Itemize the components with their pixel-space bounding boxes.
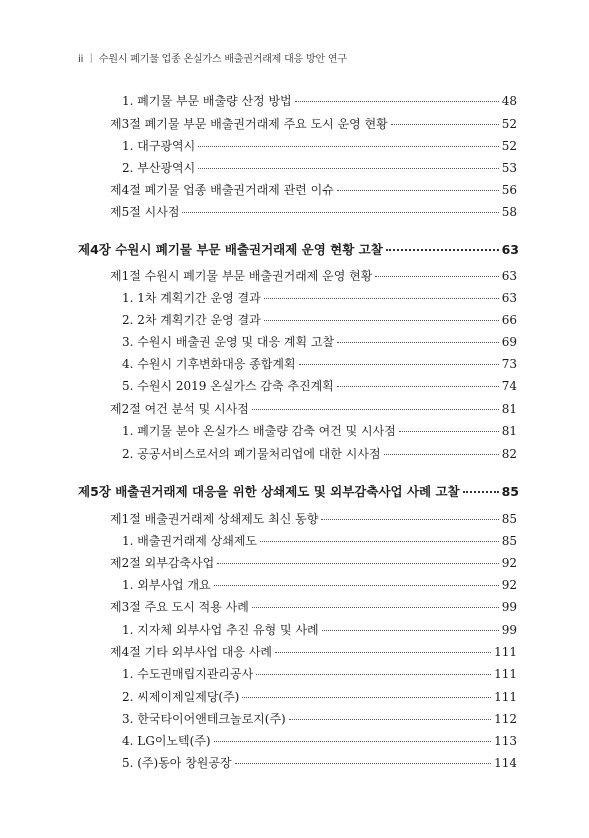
toc-page-number: 111: [494, 645, 517, 659]
toc-subsection-entry: [122, 378, 517, 394]
toc-dot-leader: [217, 563, 499, 564]
toc-section-entry: [110, 116, 517, 132]
toc-entry-title: 2. 2차 계획기간 운영 결과: [122, 313, 261, 327]
toc-entry-title: 제3절 주요 도시 적용 사례: [110, 600, 249, 614]
toc-subsection-entry: [122, 423, 517, 439]
toc-dot-leader: [375, 276, 498, 277]
toc-entry-title: 제2절 여건 분석 및 시사점: [110, 402, 249, 416]
toc-subsection-entry: [122, 755, 517, 771]
toc-page-number: 48: [501, 94, 517, 108]
toc-entry-title: 3. 수원시 배출권 운영 및 대응 계획 고찰: [122, 335, 335, 349]
toc-entry-title: 1. 수도권매립지관리공사: [122, 667, 254, 681]
toc-subsection-entry: [122, 138, 517, 154]
toc-entry-title: 제1절 배출권거래제 상쇄제도 최신 동향: [110, 512, 319, 526]
toc-subsection-entry: [122, 334, 517, 350]
toc-section-entry: [110, 555, 517, 571]
toc-entry-title: 1. 폐기물 분야 온실가스 배출량 감축 여건 및 시사점: [122, 424, 396, 438]
toc-dot-leader: [275, 652, 491, 653]
toc-dot-leader: [463, 491, 499, 493]
toc-entry-title: 1. 배출권거래제 상쇄제도: [122, 534, 257, 548]
toc-dot-leader: [214, 585, 499, 586]
toc-entry-title: 5. (주)동아 창원공장: [122, 756, 232, 770]
toc-subsection-entry: [122, 533, 517, 549]
toc-entry-title: 2. 공공서비스로서의 폐기물처리업에 대한 시사점: [122, 447, 381, 461]
toc-dot-leader: [198, 146, 498, 147]
toc-entry-title: 제4절 기타 외부사업 대응 사례: [110, 645, 272, 659]
toc-dot-leader: [260, 541, 499, 542]
toc-page-number: 85: [501, 512, 517, 526]
toc-dot-leader: [198, 168, 498, 169]
toc-subsection-entry: [122, 666, 517, 682]
toc-dot-leader: [321, 519, 498, 520]
toc-subsection-entry: [122, 93, 517, 109]
toc-dot-leader: [322, 630, 499, 631]
toc-page-number: 63: [501, 291, 517, 305]
toc-section-entry: [110, 599, 517, 615]
toc-page-number: 63: [501, 242, 519, 257]
toc-page-number: 99: [501, 623, 517, 637]
toc-page-number: 52: [501, 139, 517, 153]
toc-page-number: 92: [501, 578, 517, 592]
toc-section-entry: [110, 268, 517, 284]
toc-dot-leader: [337, 342, 499, 343]
toc-page-number: 111: [494, 667, 517, 681]
toc-subsection-entry: [122, 711, 517, 727]
toc-page-number: 85: [501, 534, 517, 548]
toc-entry-title: 1. 대구광역시: [122, 139, 196, 153]
toc-page-number: 92: [501, 556, 517, 570]
toc-page-number: 111: [494, 690, 517, 704]
toc-dot-leader: [182, 212, 498, 213]
toc-page-number: 81: [501, 424, 517, 438]
toc-entry-title: 제4절 폐기물 업종 배출권거래제 관련 이슈: [110, 183, 334, 197]
toc-subsection-entry: [122, 290, 517, 306]
toc-dot-leader: [252, 607, 499, 608]
toc-dot-leader: [337, 190, 499, 191]
toc-subsection-entry: [122, 446, 517, 462]
toc-page-number: 52: [501, 117, 517, 131]
toc-page-number: 85: [501, 484, 519, 499]
toc-dot-leader: [391, 124, 499, 125]
toc-dot-leader: [235, 763, 492, 764]
toc-entry-title: 4. 수원시 기후변화대응 종합계획: [122, 357, 296, 371]
toc-dot-leader: [295, 101, 499, 102]
toc-dot-leader: [399, 431, 499, 432]
toc-page-number: 82: [501, 447, 517, 461]
toc-page-number: 63: [501, 269, 517, 283]
toc-subsection-entry: [122, 733, 517, 749]
toc-page-number: 74: [501, 379, 517, 393]
toc-dot-leader: [299, 364, 499, 365]
toc-page-number: 81: [501, 402, 517, 416]
toc-entry-title: 제2절 외부감축사업: [110, 556, 215, 570]
toc-entry-title: 제5장 배출권거래제 대응을 위한 상쇄제도 및 외부감축사업 사례 고찰: [78, 484, 460, 499]
toc-entry-title: 1. 외부사업 개요: [122, 578, 211, 592]
toc-dot-leader: [386, 249, 499, 251]
toc-entry-title: 제3절 폐기물 부문 배출권거래제 주요 도시 운영 현황: [110, 117, 388, 131]
toc-dot-leader: [264, 298, 499, 299]
toc-page-number: 58: [501, 205, 517, 219]
toc-dot-leader: [289, 719, 491, 720]
toc-chapter-entry: [78, 484, 519, 500]
toc-page-number: 53: [501, 161, 517, 175]
toc-subsection-entry: [122, 312, 517, 328]
toc-entry-title: 4. LG이노텍(주): [122, 734, 211, 748]
toc-entry-title: 2. 부산광역시: [122, 161, 196, 175]
running-header: ii ｜ 수원시 폐기물 업종 온실가스 배출권거래제 대응 방안 연구: [78, 54, 347, 65]
toc-dot-leader: [214, 741, 492, 742]
toc-page-number: 66: [501, 313, 517, 327]
toc-entry-title: 1. 1차 계획기간 운영 결과: [122, 291, 261, 305]
toc-entry-title: 제1절 수원시 폐기물 부문 배출권거래제 운영 현황: [110, 269, 373, 283]
toc-page-number: 112: [494, 712, 517, 726]
toc-dot-leader: [384, 454, 499, 455]
toc-section-entry: [110, 511, 517, 527]
toc-subsection-entry: [122, 356, 517, 372]
toc-section-entry: [110, 204, 517, 220]
toc-entry-title: 1. 지자체 외부사업 추진 유형 및 사례: [122, 623, 319, 637]
toc-entry-title: 3. 한국타이어앤테크놀로지(주): [122, 712, 286, 726]
toc-section-entry: [110, 401, 517, 417]
toc-entry-title: 제5절 시사점: [110, 205, 180, 219]
toc-entry-title: 1. 폐기물 부문 배출량 산정 방법: [122, 94, 292, 108]
toc-page-number: 56: [501, 183, 517, 197]
toc-entry-title: 제4장 수원시 폐기물 부문 배출권거래제 운영 현황 고찰: [78, 242, 383, 257]
toc-entry-title: 2. 씨제이제일제당(주): [122, 690, 240, 704]
toc-entry-title: 5. 수원시 2019 온실가스 감축 추진계획: [122, 379, 334, 393]
toc-dot-leader: [337, 386, 499, 387]
toc-section-entry: [110, 182, 517, 198]
toc-chapter-entry: [78, 242, 519, 258]
toc-page-number: 113: [494, 734, 517, 748]
toc-dot-leader: [242, 697, 491, 698]
toc-subsection-entry: [122, 622, 517, 638]
toc-dot-leader: [256, 674, 491, 675]
toc-subsection-entry: [122, 160, 517, 176]
toc-page-number: 73: [501, 357, 517, 371]
toc-subsection-entry: [122, 689, 517, 705]
toc-page-number: 69: [501, 335, 517, 349]
toc-section-entry: [110, 644, 517, 660]
toc-page-number: 114: [494, 756, 517, 770]
toc-subsection-entry: [122, 577, 517, 593]
toc-page-number: 99: [501, 600, 517, 614]
toc-dot-leader: [264, 320, 499, 321]
toc-dot-leader: [252, 409, 499, 410]
